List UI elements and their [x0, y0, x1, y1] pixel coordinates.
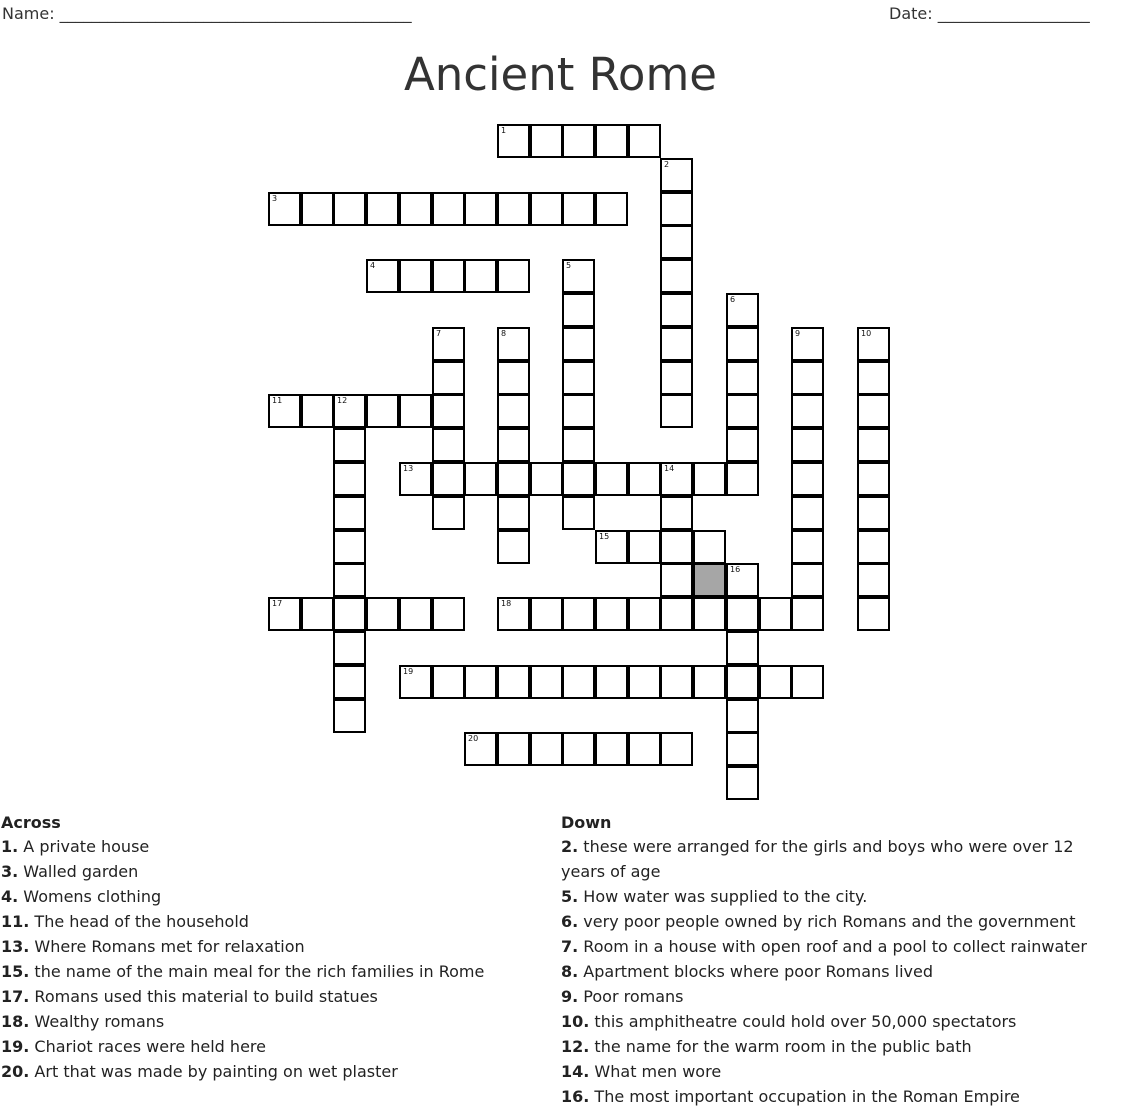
clue-text: Poor romans: [578, 987, 684, 1006]
crossword-cell[interactable]: [660, 192, 693, 226]
crossword-cell[interactable]: [595, 124, 628, 158]
clue-text: Art that was made by painting on wet plaster: [29, 1062, 398, 1081]
clue-text: the name of the main meal for the rich families in Rome: [29, 962, 485, 981]
crossword-cell[interactable]: [726, 597, 759, 631]
crossword-cell[interactable]: [660, 530, 693, 564]
clue-number-label: 14.: [561, 1062, 590, 1081]
crossword-cell[interactable]: [432, 428, 465, 462]
crossword-cell[interactable]: [399, 462, 432, 496]
crossword-cell[interactable]: [726, 699, 759, 733]
crossword-cell[interactable]: [399, 394, 432, 428]
clue-text: The head of the household: [29, 912, 249, 931]
crossword-cell[interactable]: [857, 597, 890, 631]
crossword-cell[interactable]: [595, 597, 628, 631]
crossword-cell[interactable]: [660, 259, 693, 293]
crossword-cell[interactable]: [660, 563, 693, 597]
crossword-cell[interactable]: [693, 597, 726, 631]
crossword-cell[interactable]: [791, 428, 824, 462]
across-clue: [1, 884, 541, 909]
crossword-cell[interactable]: [791, 361, 824, 395]
crossword-cell[interactable]: [268, 597, 301, 631]
crossword-cell[interactable]: [301, 192, 334, 226]
crossword-cell[interactable]: [497, 732, 530, 766]
crossword-cell[interactable]: [301, 394, 334, 428]
clue-number-label: 18.: [1, 1012, 30, 1031]
clue-number: 8: [501, 329, 507, 338]
clue-text: What men wore: [589, 1062, 722, 1081]
crossword-cell[interactable]: [333, 192, 366, 226]
clue-number-label: 6.: [561, 912, 579, 931]
crossword-cell[interactable]: [562, 597, 595, 631]
clue-text: this amphitheatre could hold over 50,000 spectators: [589, 1012, 1017, 1031]
crossword-cell[interactable]: [432, 192, 465, 226]
crossword-cell[interactable]: [726, 394, 759, 428]
crossword-cell[interactable]: [432, 462, 465, 496]
across-clue: [1, 1034, 541, 1059]
crossword-cell[interactable]: [693, 530, 726, 564]
crossword-cell[interactable]: [660, 327, 693, 361]
clue-number: 1: [501, 126, 507, 135]
crossword-cell[interactable]: [432, 394, 465, 428]
crossword-cell[interactable]: [497, 192, 530, 226]
crossword-cell[interactable]: [562, 361, 595, 395]
crossword-cell[interactable]: [399, 259, 432, 293]
crossword-cell[interactable]: [791, 394, 824, 428]
crossword-cell[interactable]: [366, 259, 399, 293]
crossword-cell[interactable]: [628, 665, 661, 699]
crossword-cell[interactable]: [432, 665, 465, 699]
crossword-cell[interactable]: [497, 462, 530, 496]
crossword-cell[interactable]: [857, 428, 890, 462]
clue-number-label: 16.: [561, 1087, 590, 1106]
crossword-cell[interactable]: [595, 732, 628, 766]
crossword-cell[interactable]: [399, 192, 432, 226]
clue-number: 13: [403, 464, 414, 473]
clue-number: 7: [436, 329, 442, 338]
down-clue: [561, 1009, 1117, 1034]
crossword-cell[interactable]: [530, 462, 563, 496]
across-clue: [1, 959, 541, 984]
crossword-cell[interactable]: [432, 597, 465, 631]
clue-number: 3: [272, 194, 278, 203]
crossword-cell[interactable]: [562, 394, 595, 428]
crossword-cell[interactable]: [333, 631, 366, 665]
across-clue: [1, 934, 541, 959]
crossword-cell[interactable]: [628, 124, 661, 158]
clue-number-label: 5.: [561, 887, 579, 906]
down-heading: Down: [561, 813, 612, 832]
crossword-cell[interactable]: [497, 530, 530, 564]
crossword-cell[interactable]: [857, 327, 890, 361]
crossword-cell[interactable]: [562, 496, 595, 530]
crossword-cell[interactable]: [530, 597, 563, 631]
clue-number: 15: [599, 532, 610, 541]
down-clue: [561, 884, 1117, 909]
clue-text: Room in a house with open roof and a pool to collect rainwater: [578, 937, 1087, 956]
crossword-cell[interactable]: [660, 158, 693, 192]
crossword-cell[interactable]: [595, 462, 628, 496]
crossword-cell[interactable]: [660, 665, 693, 699]
crossword-cell[interactable]: [301, 597, 334, 631]
crossword-cell[interactable]: [628, 597, 661, 631]
across-clue: [1, 984, 541, 1009]
clue-number-label: 9.: [561, 987, 579, 1006]
clue-number-label: 10.: [561, 1012, 590, 1031]
crossword-cell[interactable]: [432, 361, 465, 395]
crossword-cell[interactable]: [791, 530, 824, 564]
crossword-cell[interactable]: [628, 732, 661, 766]
down-clue: [561, 1034, 1117, 1059]
crossword-cell[interactable]: [497, 124, 530, 158]
clue-number-label: 12.: [561, 1037, 590, 1056]
down-clue: [561, 984, 1117, 1009]
clue-number-label: 8.: [561, 962, 579, 981]
clue-number: 5: [566, 261, 572, 270]
page-title: Ancient Rome: [403, 48, 717, 101]
crossword-shaded-cell: [693, 563, 726, 597]
crossword-cell[interactable]: [857, 496, 890, 530]
clue-text: Womens clothing: [18, 887, 162, 906]
across-clue: [1, 1059, 541, 1084]
crossword-cell[interactable]: [432, 259, 465, 293]
across-clue: [1, 1009, 541, 1034]
down-clues: [561, 812, 1117, 1109]
crossword-cell[interactable]: [660, 462, 693, 496]
crossword-cell[interactable]: [628, 462, 661, 496]
crossword-cell[interactable]: [562, 428, 595, 462]
clue-text: The most important occupation in the Roman Empire: [589, 1087, 1020, 1106]
clue-number: 6: [730, 295, 736, 304]
crossword-cell[interactable]: [857, 361, 890, 395]
clue-number: 19: [403, 667, 414, 676]
clue-number: 9: [795, 329, 801, 338]
clue-number-label: 17.: [1, 987, 30, 1006]
clue-number-label: 20.: [1, 1062, 30, 1081]
crossword-cell[interactable]: [530, 665, 563, 699]
crossword-cell[interactable]: [857, 530, 890, 564]
crossword-cell[interactable]: [497, 361, 530, 395]
crossword-cell[interactable]: [595, 530, 628, 564]
clue-text: very poor people owned by rich Romans and the government: [578, 912, 1076, 931]
down-clue: [561, 909, 1117, 934]
clue-number-label: 2.: [561, 837, 579, 856]
clue-text: A private house: [18, 837, 150, 856]
clue-number: 16: [730, 565, 741, 574]
clue-number-label: 7.: [561, 937, 579, 956]
crossword-cell[interactable]: [333, 428, 366, 462]
clue-number: 2: [664, 160, 670, 169]
clue-number-label: 1.: [1, 837, 19, 856]
crossword-cell[interactable]: [857, 462, 890, 496]
crossword-cell[interactable]: [497, 496, 530, 530]
clue-text: Wealthy romans: [29, 1012, 165, 1031]
crossword-cell[interactable]: [726, 665, 759, 699]
crossword-cell[interactable]: [333, 462, 366, 496]
crossword-cell[interactable]: [726, 462, 759, 496]
crossword-cell[interactable]: [726, 563, 759, 597]
crossword-cell[interactable]: [497, 597, 530, 631]
crossword-cell[interactable]: [464, 259, 497, 293]
crossword-cell[interactable]: [464, 192, 497, 226]
clue-text: these were arranged for the girls and boys who were over 12 years of age: [561, 837, 1074, 881]
crossword-cell[interactable]: [726, 327, 759, 361]
crossword-cell[interactable]: [432, 496, 465, 530]
clue-text: Walled garden: [18, 862, 139, 881]
crossword-cell[interactable]: [562, 192, 595, 226]
crossword-cell[interactable]: [464, 665, 497, 699]
crossword-cell[interactable]: [333, 394, 366, 428]
clue-number-label: 11.: [1, 912, 30, 931]
across-clue: [1, 834, 541, 859]
crossword-cell[interactable]: [759, 597, 792, 631]
crossword-cell[interactable]: [562, 732, 595, 766]
crossword-cell[interactable]: [660, 225, 693, 259]
clue-number: 18: [501, 599, 512, 608]
down-clue: [561, 934, 1117, 959]
crossword-cell[interactable]: [530, 732, 563, 766]
clue-number-label: 4.: [1, 887, 19, 906]
crossword-cell[interactable]: [791, 665, 824, 699]
crossword-cell[interactable]: [333, 563, 366, 597]
crossword-cell[interactable]: [857, 394, 890, 428]
crossword-cell[interactable]: [660, 293, 693, 327]
across-clue: [1, 859, 541, 884]
crossword-cell[interactable]: [791, 327, 824, 361]
crossword-cell[interactable]: [791, 597, 824, 631]
crossword-cell[interactable]: [497, 428, 530, 462]
clue-text: Where Romans met for relaxation: [29, 937, 305, 956]
crossword-cell[interactable]: [464, 462, 497, 496]
clue-number-label: 13.: [1, 937, 30, 956]
crossword-cell[interactable]: [562, 124, 595, 158]
crossword-cell[interactable]: [268, 394, 301, 428]
crossword-cell[interactable]: [726, 732, 759, 766]
crossword-cell[interactable]: [399, 665, 432, 699]
crossword-cell[interactable]: [660, 361, 693, 395]
crossword-cell[interactable]: [530, 192, 563, 226]
crossword-cell[interactable]: [791, 462, 824, 496]
crossword-cell[interactable]: [399, 597, 432, 631]
crossword-cell[interactable]: [562, 259, 595, 293]
crossword-cell[interactable]: [432, 327, 465, 361]
crossword-cell[interactable]: [333, 699, 366, 733]
crossword-cell[interactable]: [497, 665, 530, 699]
crossword-cell[interactable]: [791, 496, 824, 530]
crossword-cell[interactable]: [562, 462, 595, 496]
crossword-cell[interactable]: [660, 496, 693, 530]
clue-number-label: 3.: [1, 862, 19, 881]
clue-text: Apartment blocks where poor Romans lived: [578, 962, 933, 981]
clue-text: the name for the warm room in the public bath: [589, 1037, 972, 1056]
name-field-label: Name: ____________________________________________: [2, 4, 412, 23]
crossword-cell[interactable]: [333, 597, 366, 631]
crossword-cell[interactable]: [726, 428, 759, 462]
crossword-cell[interactable]: [562, 293, 595, 327]
crossword-cell[interactable]: [595, 665, 628, 699]
crossword-cell[interactable]: [660, 394, 693, 428]
crossword-cell[interactable]: [333, 530, 366, 564]
crossword-cell[interactable]: [497, 259, 530, 293]
down-clue: [561, 1059, 1117, 1084]
crossword-cell[interactable]: [530, 124, 563, 158]
crossword-cell[interactable]: [693, 462, 726, 496]
crossword-cell[interactable]: [333, 496, 366, 530]
crossword-cell[interactable]: [660, 597, 693, 631]
across-clues: [1, 812, 541, 1084]
across-heading: Across: [1, 813, 61, 832]
clue-number-label: 15.: [1, 962, 30, 981]
crossword-cell[interactable]: [726, 293, 759, 327]
crossword-cell[interactable]: [497, 394, 530, 428]
clue-number: 10: [861, 329, 872, 338]
clue-number: 4: [370, 261, 376, 270]
clue-text: Chariot races were held here: [29, 1037, 266, 1056]
down-clue: [561, 959, 1117, 984]
crossword-cell[interactable]: [628, 530, 661, 564]
clue-number: 20: [468, 734, 479, 743]
crossword-cell[interactable]: [726, 361, 759, 395]
down-clue: [561, 1084, 1117, 1109]
clue-text: How water was supplied to the city.: [578, 887, 868, 906]
across-clue: [1, 909, 541, 934]
crossword-cell[interactable]: [562, 327, 595, 361]
crossword-cell[interactable]: [268, 192, 301, 226]
crossword-cell[interactable]: [464, 732, 497, 766]
date-field-label: Date: ___________________: [889, 4, 1090, 23]
crossword-cell[interactable]: [366, 597, 399, 631]
crossword-cell[interactable]: [497, 327, 530, 361]
crossword-cell[interactable]: [857, 563, 890, 597]
down-clue: [561, 834, 1117, 884]
crossword-cell[interactable]: [660, 732, 693, 766]
clue-text: Romans used this material to build statues: [29, 987, 378, 1006]
crossword-cell[interactable]: [693, 665, 726, 699]
crossword-cell[interactable]: [759, 665, 792, 699]
clue-number: 17: [272, 599, 283, 608]
clue-number-label: 19.: [1, 1037, 30, 1056]
crossword-cell[interactable]: [595, 192, 628, 226]
crossword-cell[interactable]: [562, 665, 595, 699]
crossword-cell[interactable]: [366, 394, 399, 428]
crossword-cell[interactable]: [791, 563, 824, 597]
clue-number: 12: [337, 396, 348, 405]
crossword-cell[interactable]: [333, 665, 366, 699]
crossword-cell[interactable]: [726, 766, 759, 800]
clue-number: 14: [664, 464, 675, 473]
crossword-cell[interactable]: [366, 192, 399, 226]
clue-number: 11: [272, 396, 283, 405]
crossword-cell[interactable]: [726, 631, 759, 665]
